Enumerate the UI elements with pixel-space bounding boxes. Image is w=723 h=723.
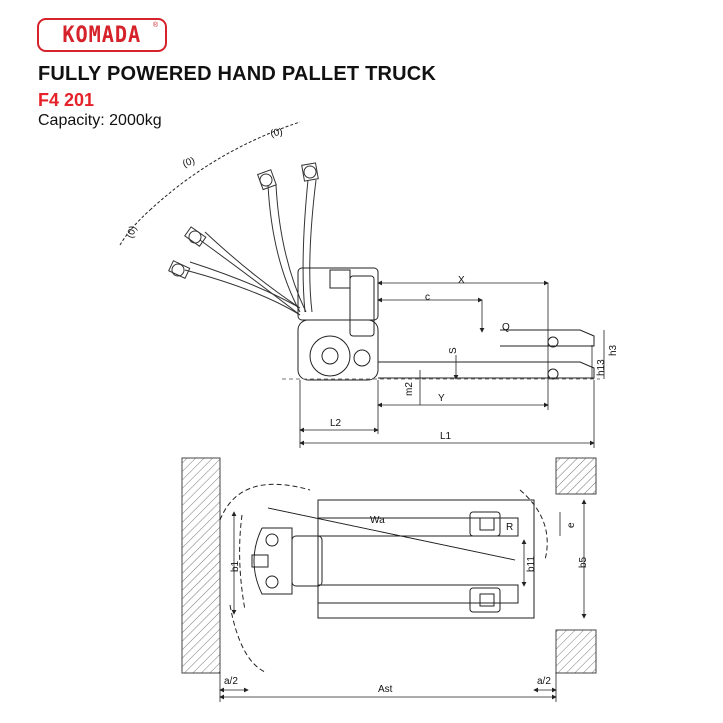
fork-top <box>318 518 518 536</box>
dim-wa: Wa <box>370 515 385 526</box>
registered-mark: ® <box>152 22 158 29</box>
dim-q: Q <box>502 322 510 333</box>
angle-label-3: (0) <box>124 224 140 240</box>
dim-e: e <box>566 522 577 528</box>
dim-a2-left: a/2 <box>224 676 238 687</box>
dim-m2: m2 <box>404 382 415 396</box>
side-view <box>120 122 604 448</box>
capacity-text: Capacity: 2000kg <box>38 112 162 129</box>
left-wall <box>182 458 220 673</box>
side-dimension-lines <box>300 283 604 448</box>
dim-y: Y <box>438 393 445 404</box>
truck-body-top <box>252 528 322 594</box>
model-number: F4 201 <box>38 90 95 110</box>
product-title: FULLY POWERED HAND PALLET TRUCK <box>38 63 437 85</box>
side-view-labels <box>125 127 619 442</box>
right-wall-top <box>556 458 596 494</box>
dim-ast: Ast <box>378 684 393 695</box>
dim-s: S <box>448 347 459 354</box>
dim-c: c <box>425 292 430 303</box>
dim-l1: L1 <box>440 431 452 442</box>
brand-logo-text: KOMADA <box>62 22 142 48</box>
dim-b11: b11 <box>526 556 537 572</box>
dim-r: R <box>506 522 514 533</box>
dim-l2: L2 <box>330 418 342 429</box>
turning-arc <box>220 484 310 520</box>
dim-h13: h13 <box>596 359 607 376</box>
angle-label-2: (0) <box>269 126 284 140</box>
dim-h3: h3 <box>608 344 619 356</box>
angle-label-1: (0) <box>181 155 197 170</box>
fork-side <box>282 330 600 379</box>
dim-b5: b5 <box>578 556 589 568</box>
dim-x: X <box>458 275 465 286</box>
dim-a2-right: a/2 <box>537 676 551 687</box>
dim-b1: b1 <box>230 560 241 572</box>
right-wall-bottom <box>556 630 596 673</box>
tiller-handle-positions <box>169 163 319 315</box>
top-view <box>182 458 596 702</box>
